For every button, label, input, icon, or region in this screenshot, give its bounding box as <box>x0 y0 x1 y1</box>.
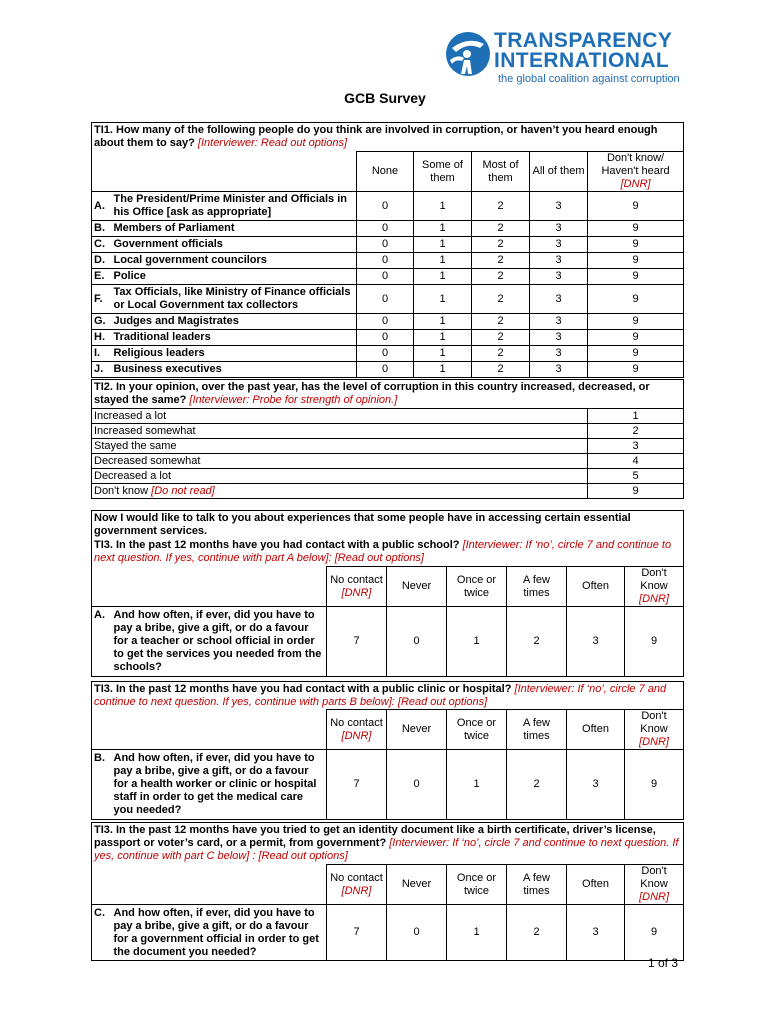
ti2-option-text: Decreased somewhat <box>94 454 201 467</box>
ti1-row-label: Traditional leaders <box>112 330 357 346</box>
ti3-col-header <box>387 710 447 750</box>
ti3-col-header <box>447 567 507 607</box>
ti3-answer-code: 9 <box>625 607 684 677</box>
ti2-option-note: [Do not read] <box>151 484 215 497</box>
ti3-col-label: Don't Know <box>640 865 668 890</box>
ti3-col-header <box>625 567 684 607</box>
ti3-answer-code: 0 <box>387 607 447 677</box>
ti3-col-dnr: [DNR] <box>639 736 669 748</box>
ti1-row-letter: I. <box>92 346 112 362</box>
ti2-option-row <box>92 424 684 439</box>
ti3-answer-code: 2 <box>507 905 567 961</box>
ti1-row-code: 9 <box>588 237 684 253</box>
ti3-sub-question: And how often, if ever, did you have to pay a bribe, give a gift, or do a favour for a teacher or school official in order to get the services you needed from the schools? <box>112 607 327 677</box>
ti1-row-label: Tax Officials, like Ministry of Finance officials or Local Government tax collectors <box>112 285 357 314</box>
ti1-row-code: 1 <box>414 237 472 253</box>
ti3-sub-letter: A. <box>92 607 112 677</box>
ti3-col-label: A few times <box>523 716 550 742</box>
ti3-health-table <box>91 681 684 820</box>
ti1-row-code: 1 <box>414 362 472 378</box>
ti2-option-code: 4 <box>588 454 684 469</box>
ti2-option-row <box>92 439 684 454</box>
ti1-row <box>92 285 684 314</box>
ti2-option-code: 1 <box>588 409 684 424</box>
logo-word-international: INTERNATIONAL <box>494 49 670 72</box>
ti1-instruction: [Interviewer: Read out options] <box>197 137 348 149</box>
ti1-row <box>92 362 684 378</box>
ti2-option-text: Don't know <box>94 484 149 497</box>
ti3-document-header <box>92 865 684 905</box>
ti1-row <box>92 269 684 285</box>
ti2-option-text: Increased somewhat <box>94 424 196 437</box>
ti2-option-text: Decreased a lot <box>94 469 172 482</box>
ti2-option-label <box>92 439 588 454</box>
ti2-question-text: TI2. In your opinion, over the past year, has the level of corruption in this country increased, decreased, or stayed the same? <box>94 381 650 406</box>
ti1-question-text: TI1. How many of the following people do you think are involved in corruption, or haven’t you heard enough about them to say? <box>94 124 658 149</box>
ti3-sub-letter: B. <box>92 750 112 820</box>
ti3-answer-code: 3 <box>567 607 625 677</box>
ti3-col-label: Once or twice <box>456 573 497 599</box>
ti3-answer-code: 1 <box>447 905 507 961</box>
ti1-row <box>92 346 684 362</box>
ti1-col-dk <box>588 152 684 192</box>
ti2-option-label <box>92 484 588 499</box>
ti3-col-label: No contact <box>330 716 383 729</box>
ti3-col-header <box>327 865 387 905</box>
ti1-row <box>92 221 684 237</box>
ti1-row <box>92 330 684 346</box>
ti3-answer-code: 3 <box>567 905 625 961</box>
ti1-row-code: 3 <box>530 253 588 269</box>
ti3-col-header <box>387 865 447 905</box>
ti3-col-label: Often <box>582 580 609 592</box>
ti2-option-row <box>92 409 684 424</box>
ti3-health-question <box>92 682 684 710</box>
ti1-row-code: 3 <box>530 237 588 253</box>
ti3-col-dnr: [DNR] <box>341 884 372 897</box>
page-number: 1 of 3 <box>647 956 678 970</box>
ti3-school-header <box>92 567 684 607</box>
ti1-row-letter: B. <box>92 221 112 237</box>
ti3-col-label: Don't Know <box>640 567 668 592</box>
ti1-row-label: Members of Parliament <box>112 221 357 237</box>
ti1-col-dk-label: Don't know/ Haven't heard <box>601 152 670 177</box>
ti1-row <box>92 237 684 253</box>
globe-person-icon <box>444 30 492 78</box>
ti2-option-code: 2 <box>588 424 684 439</box>
ti3-col-label: Never <box>401 878 432 890</box>
ti3-intro: Now I would like to talk to you about experiences that some people have in accessing certain essential government services. <box>92 511 684 539</box>
ti1-col-none: None <box>357 152 414 192</box>
ti1-row-code: 2 <box>472 237 530 253</box>
ti3-document-question-text: TI3. In the past 12 months have you tried to get an identity document like a birth certificate, driver’s license, passport or voter’s card, or a permit, from government? <box>94 824 656 849</box>
ti3-col-label: Never <box>401 723 432 735</box>
ti3-col-header <box>507 710 567 750</box>
ti1-row-code: 0 <box>357 221 414 237</box>
ti3-answer-code: 9 <box>625 905 684 961</box>
ti1-row-code: 1 <box>414 285 472 314</box>
ti1-row-code: 3 <box>530 285 588 314</box>
ti2-option-row <box>92 469 684 484</box>
ti3-col-header <box>327 567 387 607</box>
ti3-document-instruction: [Interviewer: If ‘no’, circle 7 and continue to next question. If yes, continue with part C below] : [Read out options] <box>94 837 679 862</box>
ti1-row <box>92 314 684 330</box>
ti1-row-code: 1 <box>414 330 472 346</box>
ti1-row-code: 9 <box>588 192 684 221</box>
ti1-row-code: 0 <box>357 346 414 362</box>
ti3-sub-question: And how often, if ever, did you have to pay a bribe, give a gift, or do a favour for a health worker or clinic or hospital staff in order to get the medical care you needed? <box>112 750 327 820</box>
ti2-option-code: 3 <box>588 439 684 454</box>
ti2-option-code: 5 <box>588 469 684 484</box>
ti3-health-question-text: TI3. In the past 12 months have you had contact with a public clinic or hospital? <box>94 682 512 695</box>
ti3-answer-code: 3 <box>567 750 625 820</box>
ti3-col-dnr: [DNR] <box>639 891 670 903</box>
ti3-health-instruction: [Interviewer: If ‘no’, circle 7 and continue to next question. If yes, continue with parts B below]: [Read out options] <box>94 682 667 708</box>
ti1-row-label: Judges and Magistrates <box>112 314 357 330</box>
ti3-col-header <box>567 710 625 750</box>
ti3-answer-code: 1 <box>447 607 507 677</box>
ti1-row-code: 0 <box>357 253 414 269</box>
ti2-option-label <box>92 409 588 424</box>
ti3-answer-code: 9 <box>625 750 684 820</box>
ti3-answer-code: 1 <box>447 750 507 820</box>
ti1-row-label: Police <box>112 269 357 285</box>
ti1-row-code: 1 <box>414 221 472 237</box>
ti3-col-dnr: [DNR] <box>639 593 669 605</box>
ti1-row-code: 9 <box>588 253 684 269</box>
ti1-row-code: 2 <box>472 346 530 362</box>
ti2-option-label <box>92 454 588 469</box>
ti1-row-code: 2 <box>472 362 530 378</box>
ti3-document-question <box>92 823 684 865</box>
ti1-row-letter: J. <box>92 362 112 378</box>
logo-word-transparency: TRANSPARENCY <box>494 29 673 52</box>
ti1-row-code: 0 <box>357 330 414 346</box>
ti3-school-question <box>92 539 684 567</box>
ti2-option-label <box>92 469 588 484</box>
ti1-row-code: 0 <box>357 237 414 253</box>
ti1-row-code: 9 <box>588 269 684 285</box>
ti1-row-code: 1 <box>414 269 472 285</box>
ti1-table <box>91 122 684 378</box>
ti3-col-header <box>567 865 625 905</box>
ti3-answer-code: 7 <box>327 905 387 961</box>
ti1-question <box>92 123 684 152</box>
ti2-option-row <box>92 484 684 499</box>
ti1-row-label: Religious leaders <box>112 346 357 362</box>
ti1-row <box>92 192 684 221</box>
ti1-col-dk-dnr: [DNR] <box>620 178 651 190</box>
ti1-row-code: 1 <box>414 192 472 221</box>
ti3-answer-code: 0 <box>387 905 447 961</box>
ti1-row-code: 0 <box>357 314 414 330</box>
ti3-school-instruction: [Interviewer: If ‘no’, circle 7 and continue to next question. If yes, continue with part A below]: [Read out options] <box>94 539 672 565</box>
ti1-col-all: All of them <box>530 152 588 192</box>
ti2-option-text: Stayed the same <box>94 439 177 452</box>
ti1-row-letter: G. <box>92 314 112 330</box>
ti3-col-label: Once or twice <box>456 716 497 742</box>
ti3-answer-code: 2 <box>507 750 567 820</box>
ti3-col-label: Often <box>582 723 609 735</box>
ti1-row-letter: F. <box>92 285 112 314</box>
ti1-row-code: 3 <box>530 192 588 221</box>
ti1-row-letter: C. <box>92 237 112 253</box>
ti1-row-code: 9 <box>588 362 684 378</box>
ti1-row-code: 3 <box>530 314 588 330</box>
ti1-row-code: 3 <box>530 330 588 346</box>
ti1-row <box>92 253 684 269</box>
ti1-row-code: 2 <box>472 314 530 330</box>
ti1-row-code: 0 <box>357 269 414 285</box>
ti1-row-code: 9 <box>588 221 684 237</box>
ti1-row-code: 3 <box>530 362 588 378</box>
ti1-row-code: 3 <box>530 346 588 362</box>
ti3-col-header <box>327 710 387 750</box>
ti1-row-label: Government officials <box>112 237 357 253</box>
ti3-school-answer-row <box>92 607 684 677</box>
ti3-col-label: Don't Know <box>640 710 668 735</box>
ti2-question <box>92 380 684 409</box>
ti1-row-code: 1 <box>414 314 472 330</box>
ti1-row-code: 1 <box>414 346 472 362</box>
ti3-col-header <box>567 567 625 607</box>
ti1-row-code: 9 <box>588 330 684 346</box>
ti1-row-code: 3 <box>530 269 588 285</box>
ti1-row-code: 9 <box>588 285 684 314</box>
ti3-school-table <box>91 510 684 677</box>
ti1-col-some: Some of them <box>414 152 472 192</box>
ti1-row-letter: A. <box>92 192 112 221</box>
ti1-row-code: 2 <box>472 192 530 221</box>
ti3-document-answer-row <box>92 905 684 961</box>
transparency-international-logo <box>444 28 694 88</box>
ti3-health-answer-row <box>92 750 684 820</box>
ti1-row-code: 2 <box>472 285 530 314</box>
ti1-row-code: 2 <box>472 269 530 285</box>
ti3-col-label: A few times <box>523 871 550 897</box>
ti3-answer-code: 0 <box>387 750 447 820</box>
ti3-col-label: Often <box>582 878 609 890</box>
ti3-col-header <box>387 567 447 607</box>
ti1-row-label: The President/Prime Minister and Officials in his Office [ask as appropriate] <box>112 192 357 221</box>
ti3-answer-code: 7 <box>327 750 387 820</box>
ti3-answer-code: 2 <box>507 607 567 677</box>
ti2-option-row <box>92 454 684 469</box>
ti1-row-code: 0 <box>357 285 414 314</box>
ti1-row-label: Local government councilors <box>112 253 357 269</box>
ti2-option-text: Increased a lot <box>94 409 167 422</box>
ti3-col-label: Never <box>401 580 432 592</box>
ti3-col-label: No contact <box>330 573 383 586</box>
ti3-col-header <box>447 710 507 750</box>
ti1-row-code: 0 <box>357 192 414 221</box>
ti1-row-letter: D. <box>92 253 112 269</box>
ti3-col-dnr: [DNR] <box>341 729 372 742</box>
ti3-school-question-text: TI3. In the past 12 months have you had contact with a public school? <box>94 539 460 552</box>
ti1-row-code: 9 <box>588 346 684 362</box>
ti2-table <box>91 379 684 499</box>
ti3-sub-letter: C. <box>92 905 112 961</box>
ti1-col-most: Most of them <box>472 152 530 192</box>
ti3-answer-code: 7 <box>327 607 387 677</box>
ti1-row-code: 3 <box>530 221 588 237</box>
ti3-col-dnr: [DNR] <box>341 586 372 599</box>
ti1-row-code: 9 <box>588 314 684 330</box>
ti1-row-label: Business executives <box>112 362 357 378</box>
ti3-health-header <box>92 710 684 750</box>
ti2-option-label <box>92 424 588 439</box>
ti3-col-label: A few times <box>523 573 550 599</box>
ti2-option-code: 9 <box>588 484 684 499</box>
ti3-col-header <box>625 865 684 905</box>
ti2-instruction: [Interviewer: Probe for strength of opinion.] <box>189 394 398 406</box>
ti3-col-header <box>447 865 507 905</box>
page-title: GCB Survey <box>344 90 426 106</box>
ti1-row-code: 1 <box>414 253 472 269</box>
ti3-col-label: Once or twice <box>456 871 497 897</box>
logo-tagline: the global coalition against corruption <box>498 73 680 85</box>
ti3-col-label: No contact <box>330 871 383 884</box>
ti3-col-header <box>507 865 567 905</box>
ti1-row-letter: H. <box>92 330 112 346</box>
ti1-row-code: 0 <box>357 362 414 378</box>
ti3-col-header <box>507 567 567 607</box>
ti1-row-letter: E. <box>92 269 112 285</box>
ti1-row-code: 2 <box>472 253 530 269</box>
ti3-col-header <box>625 710 684 750</box>
ti1-row-code: 2 <box>472 221 530 237</box>
ti3-document-table <box>91 822 684 961</box>
ti3-sub-question: And how often, if ever, did you have to pay a bribe, give a gift, or do a favour for a government official in order to get the document you needed? <box>112 905 327 961</box>
ti1-row-code: 2 <box>472 330 530 346</box>
